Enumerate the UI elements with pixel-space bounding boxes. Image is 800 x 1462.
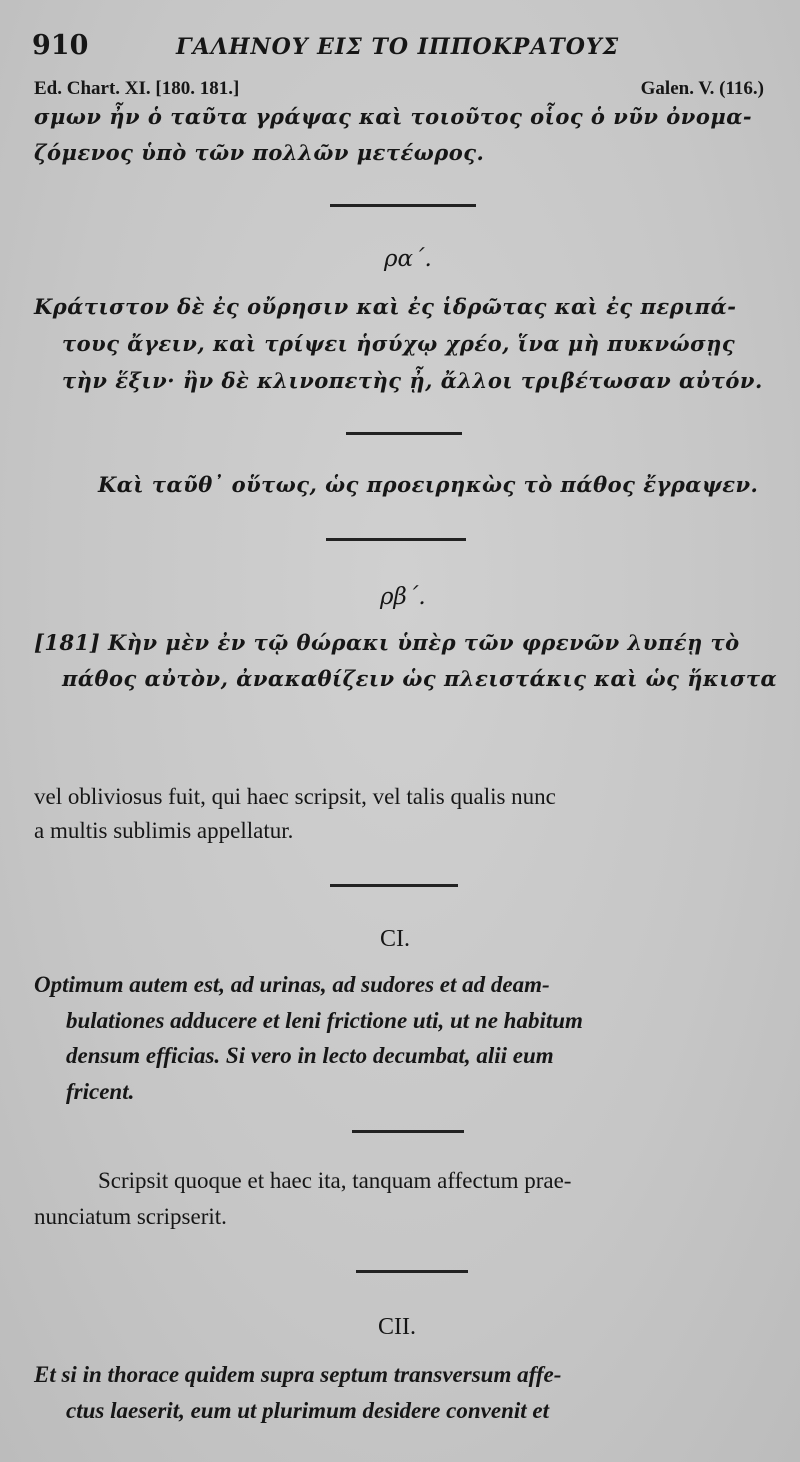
- greek-section-number: ρβ΄.: [380, 584, 426, 610]
- running-title: ΓΑΛΗΝΟΥ ΕΙΣ ΤΟ ΙΠΠΟΚΡΑΤΟΥΣ: [176, 34, 620, 60]
- section-divider: [352, 1130, 464, 1133]
- greek-aphorism-line-3: τὴν ἕξιν· ἢν δὲ κλινοπετὴς ᾖ, ἄλλοι τριβέτωσαν αὐτόν.: [62, 368, 763, 393]
- latin-top-line-1: vel obliviosus fuit, qui haec scripsit, vel talis qualis nunc: [34, 784, 556, 809]
- page-number: 910: [32, 30, 89, 61]
- latin-commentary-line-1: Scripsit quoque et haec ita, tanquam affectum prae-: [98, 1168, 572, 1193]
- latin-aphorism-line-1: Et si in thorace quidem supra septum transversum affe-: [34, 1362, 562, 1387]
- greek-commentary: Καὶ ταῦθ᾿ οὕτως, ὡς προειρηκὼς τὸ πάθος ἔγραψεν.: [98, 472, 759, 497]
- greek-aphorism-line-2: πάθος αὐτὸν, ἀνακαθίζειν ὡς πλειστάκις καὶ ὡς ἥκιστα: [62, 666, 778, 691]
- greek-aphorism-line-2: τους ἄγειν, καὶ τρίψει ἡσύχῳ χρέο, ἵνα μὴ πυκνώσῃς: [62, 331, 736, 356]
- latin-section-number: CI.: [380, 926, 410, 952]
- greek-aphorism-line-1: Κράτιστον δὲ ἐς οὔρησιν καὶ ἐς ἱδρῶτας καὶ ἐς περιπά-: [34, 294, 737, 319]
- latin-aphorism-line-2: ctus laeserit, eum ut plurimum desidere convenit et: [66, 1398, 549, 1423]
- section-divider: [346, 432, 462, 435]
- greek-top-line-1: σμων ἦν ὁ ταῦτα γράψας καὶ τοιοῦτος οἷος ὁ νῦν ὀνομα-: [34, 104, 753, 129]
- section-divider: [326, 538, 466, 541]
- latin-aphorism-line-4: fricent.: [66, 1079, 135, 1104]
- edition-reference-right: Galen. V. (116.): [640, 78, 764, 99]
- latin-section-number: CII.: [378, 1314, 416, 1340]
- edition-reference-left: Ed. Chart. XI. [180. 181.]: [34, 78, 240, 99]
- latin-aphorism-line-2: bulationes adducere et leni frictione uti, ut ne habitum: [66, 1008, 583, 1033]
- greek-top-line-2: ζόμενος ὑπὸ τῶν πολλῶν μετέωρος.: [34, 140, 485, 165]
- section-divider: [330, 204, 476, 207]
- greek-aphorism-line-1: [181] Κὴν μὲν ἐν τῷ θώρακι ὑπὲρ τῶν φρενῶν λυπέῃ τὸ: [34, 630, 740, 655]
- latin-aphorism-line-3: densum efficias. Si vero in lecto decumbat, alii eum: [66, 1043, 554, 1068]
- latin-top-line-2: a multis sublimis appellatur.: [34, 818, 294, 843]
- greek-section-number: ρα΄.: [384, 246, 432, 272]
- latin-aphorism-line-1: Optimum autem est, ad urinas, ad sudores et ad deam-: [34, 972, 550, 997]
- latin-commentary-line-2: nunciatum scripserit.: [34, 1204, 227, 1229]
- section-divider: [330, 884, 458, 887]
- section-divider: [356, 1270, 468, 1273]
